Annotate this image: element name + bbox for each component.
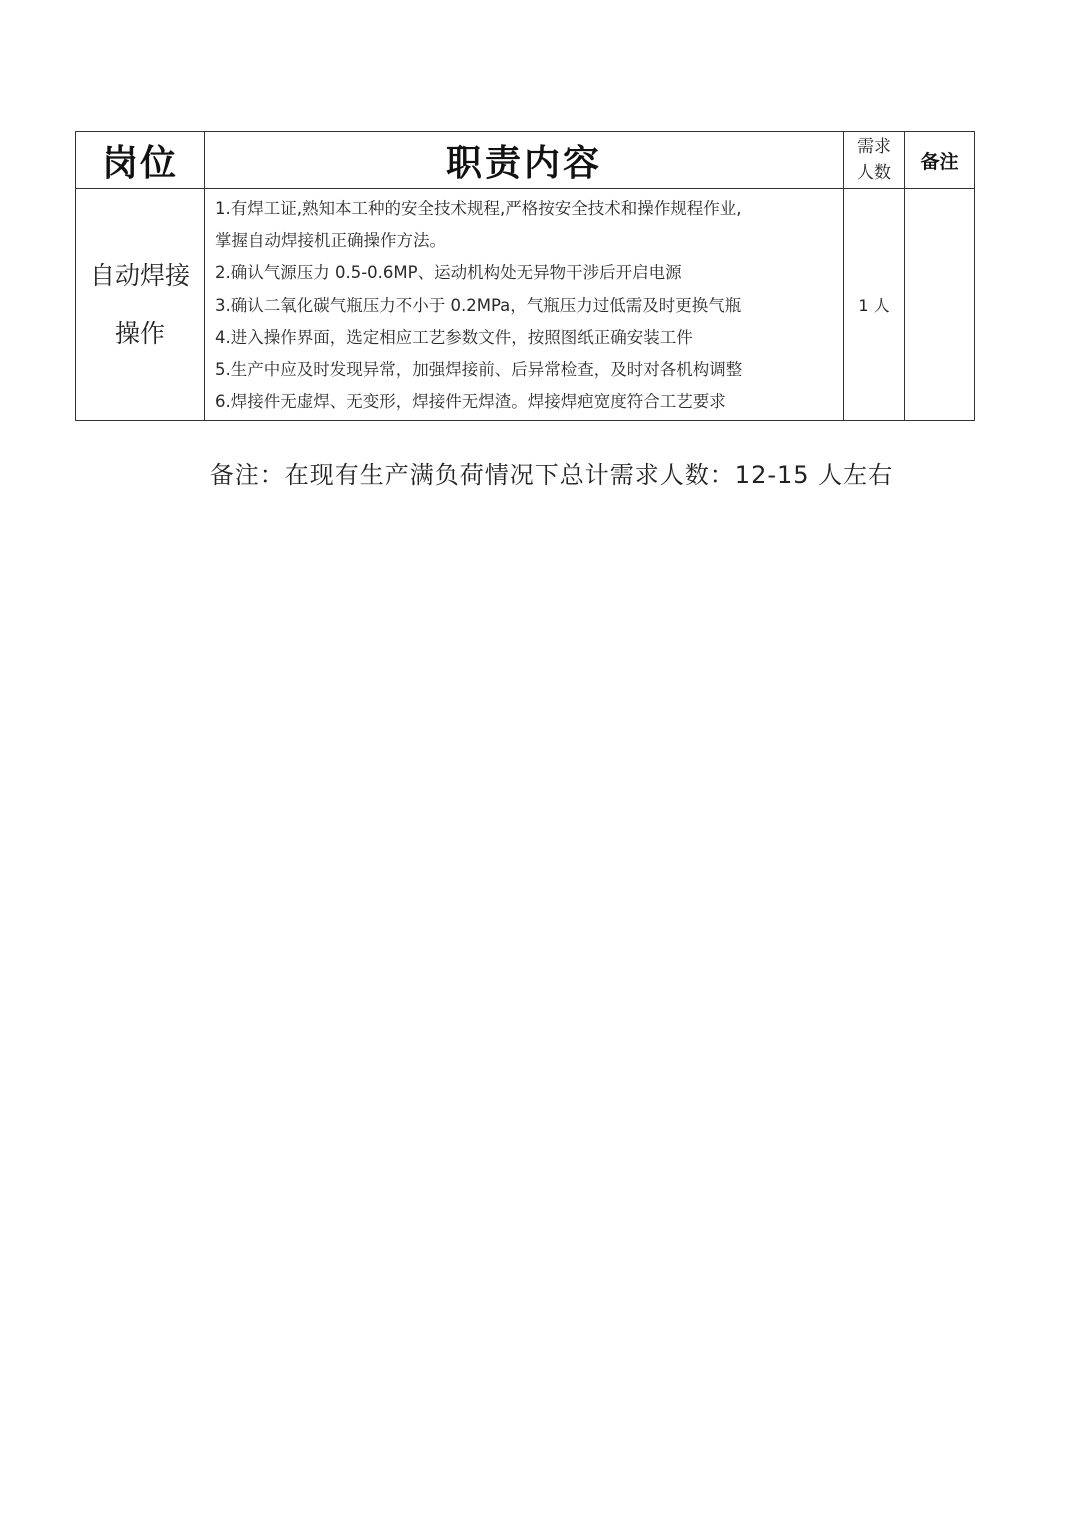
duty-line: 掌握自动焊接机正确操作方法。 (215, 231, 446, 251)
count-cell: 1 人 (844, 189, 905, 421)
header-post: 岗位 (76, 132, 205, 189)
footnote: 备注：在现有生产满负荷情况下总计需求人数：12-15 人左右 (209, 461, 894, 489)
duty-line: 5.生产中应及时发现异常，加强焊接前、后异常检查，及时对各机构调整 (215, 360, 743, 380)
header-duty: 职责内容 (205, 132, 844, 189)
duty-line: 3.确认二氧化碳气瓶压力不小于 0.2MPa，气瓶压力过低需及时更换气瓶 (215, 295, 742, 315)
duty-line: 1.有焊工证,熟知本工种的安全技术规程,严格按安全技术和操作规程作业, (215, 199, 742, 218)
table-row (76, 189, 975, 421)
duty-line: 4.进入操作界面，选定相应工艺参数文件，按照图纸正确安装工件 (215, 327, 693, 347)
table-header-row (76, 132, 975, 189)
duty-line: 6.焊接件无虚焊、无变形，焊接件无焊渣。焊接焊疤宽度符合工艺要求 (215, 392, 726, 412)
header-note: 备注 (905, 132, 975, 189)
post-name-line1: 自动焊接 (89, 260, 190, 290)
note-cell (905, 189, 975, 421)
duty-line: 2.确认气源压力 0.5-0.6MP、运动机构处无异物干涉后开启电源 (215, 263, 682, 283)
job-duty-table (75, 131, 975, 421)
duty-cell (205, 189, 844, 421)
header-count (844, 132, 905, 189)
post-name-line2: 操作 (114, 318, 165, 348)
header-count-line2: 人数 (857, 163, 891, 183)
post-cell (76, 189, 205, 421)
header-count-line1: 需求 (857, 137, 891, 157)
